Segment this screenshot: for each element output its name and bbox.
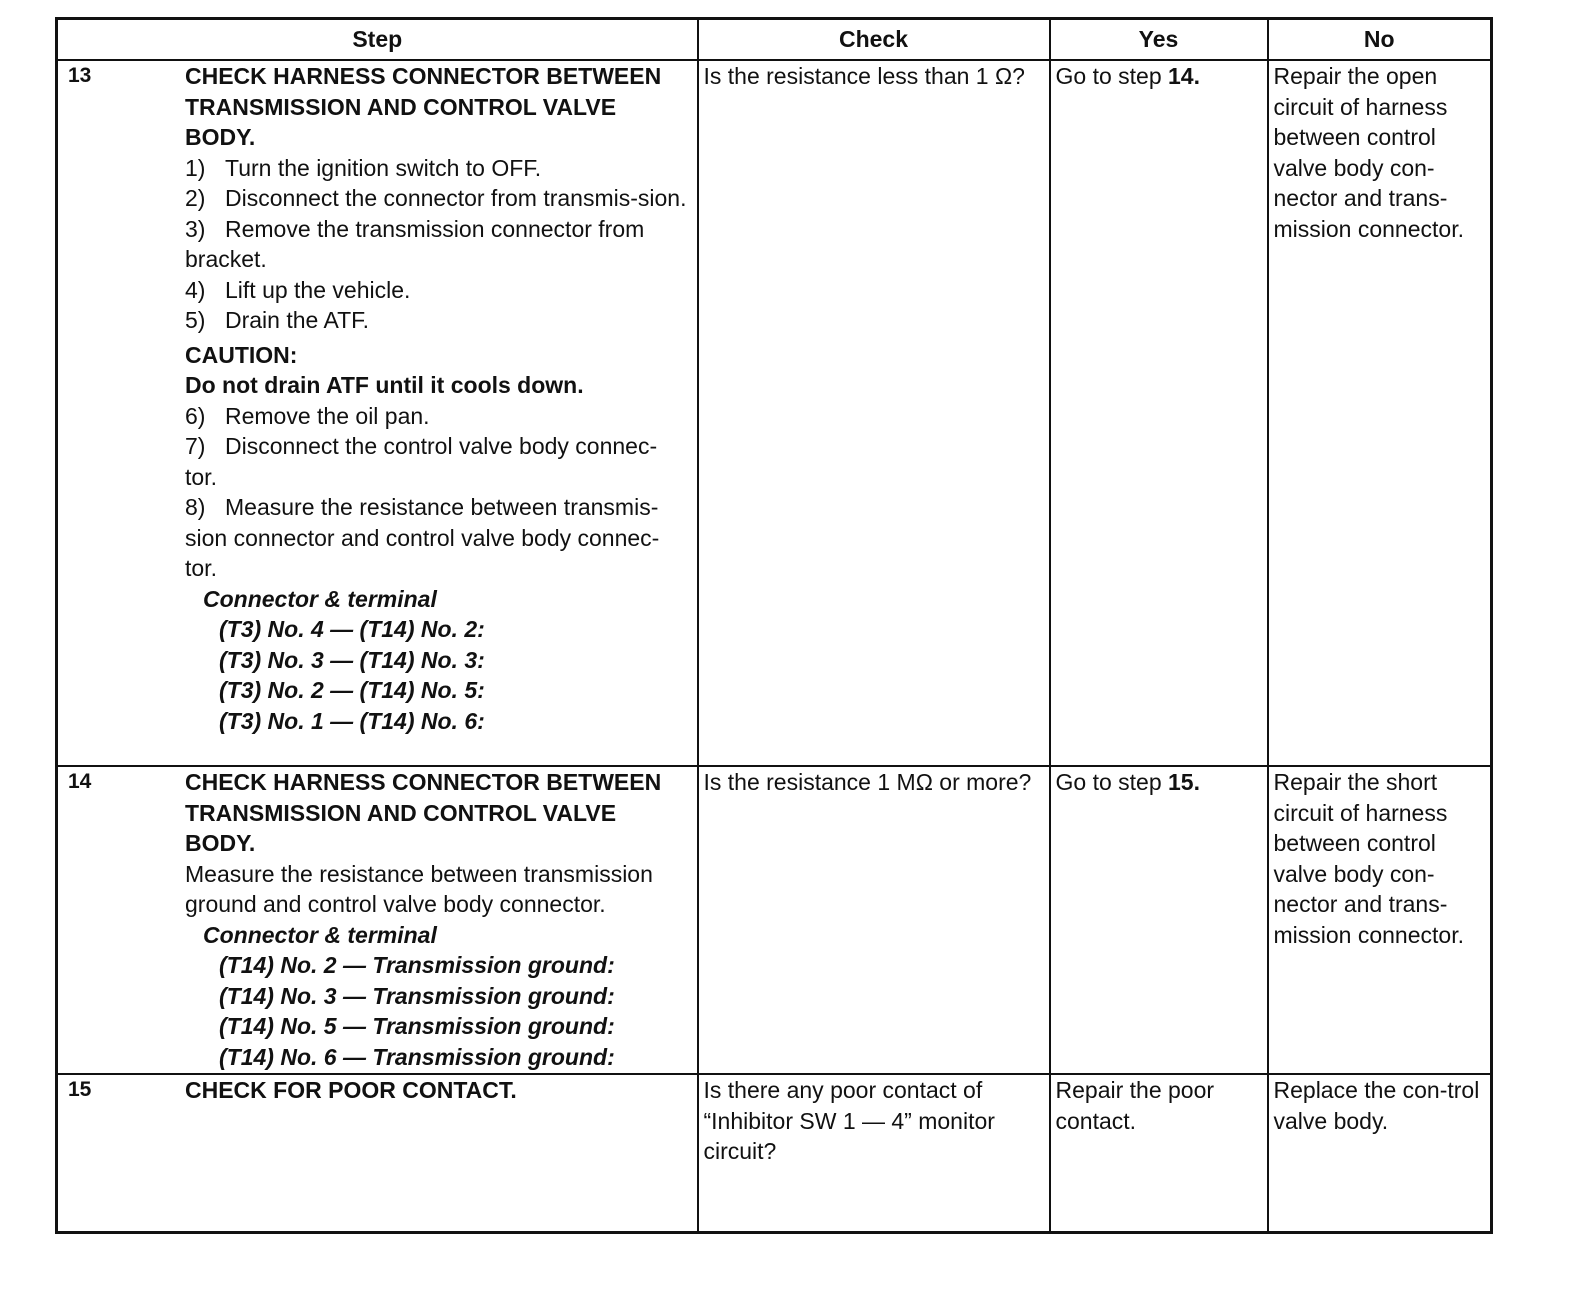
step-title: CHECK HARNESS CONNECTOR BETWEEN TRANSMISSION AND CONTROL VALVE BODY. xyxy=(185,769,662,856)
terminal-pair: (T14) No. 6 — Transmission ground: xyxy=(219,1043,615,1070)
header-no: No xyxy=(1268,19,1492,61)
no-cell: Repair the open circuit of harness between control valve body con-nector and trans-mission connector. xyxy=(1268,60,1492,766)
procedure-item: 7) Disconnect the control valve body connec-tor. xyxy=(185,433,658,490)
procedure-item: 8) Measure the resistance between transmis-sion connector and control valve body connec-tor. xyxy=(185,494,660,581)
yes-cell: Go to step 14. xyxy=(1050,60,1268,766)
step-description: Measure the resistance between transmission ground and control valve body connector. xyxy=(185,860,653,917)
header-step: Step xyxy=(57,19,698,61)
terminal-pair: (T3) No. 4 — (T14) No. 2: xyxy=(219,616,485,642)
terminal-pair: (T14) No. 5 — Transmission ground: xyxy=(219,1013,615,1039)
procedure-item: 2) Disconnect the connector from transmis-sion. xyxy=(185,185,687,211)
procedure-item: 6) Remove the oil pan. xyxy=(185,402,430,429)
header-yes: Yes xyxy=(1050,19,1268,61)
procedure-item: 1) Turn the ignition switch to OFF. xyxy=(185,154,542,181)
terminal-pair: (T14) No. 3 — Transmission ground: xyxy=(219,982,615,1009)
step-title: CHECK FOR POOR CONTACT. xyxy=(185,1077,517,1103)
terminal-pair: (T3) No. 1 — (T14) No. 6: xyxy=(219,707,485,734)
no-cell: Repair the short circuit of harness between control valve body con-nector and trans-mission connector. xyxy=(1268,766,1492,1074)
check-cell: Is the resistance less than 1 Ω? xyxy=(698,60,1050,766)
header-check: Check xyxy=(698,19,1050,61)
terminal-pair: (T3) No. 3 — (T14) No. 3: xyxy=(219,646,485,673)
procedure-item: 3) Remove the transmission connector from bracket. xyxy=(185,215,645,272)
no-cell: Replace the con-trol valve body. xyxy=(1268,1074,1492,1233)
connector-terminal-label: Connector & terminal xyxy=(203,585,437,612)
check-cell: Is the resistance 1 MΩ or more? xyxy=(698,766,1050,1074)
diagnostic-table xyxy=(55,17,1493,1234)
step-number: 13 xyxy=(68,64,92,87)
caution-label: CAUTION: xyxy=(185,341,298,368)
step-cell xyxy=(57,60,698,766)
caution-text: Do not drain ATF until it cools down. xyxy=(185,372,584,398)
step-number: 15 xyxy=(68,1078,92,1101)
header-row xyxy=(57,19,1492,61)
yes-cell: Go to step 15. xyxy=(1050,766,1268,1074)
step-cell xyxy=(57,766,698,1074)
procedure-item: 4) Lift up the vehicle. xyxy=(185,276,411,303)
table-row-step-14 xyxy=(57,766,1492,1074)
yes-cell: Repair the poor contact. xyxy=(1050,1074,1268,1233)
terminal-pair: (T14) No. 2 — Transmission ground: xyxy=(219,952,615,978)
terminal-pair: (T3) No. 2 — (T14) No. 5: xyxy=(219,677,485,703)
table-row-step-15 xyxy=(57,1074,1492,1233)
step-number: 14 xyxy=(68,770,92,793)
check-cell: Is there any poor contact of “Inhibitor SW 1 — 4” monitor circuit? xyxy=(698,1074,1050,1233)
step-cell xyxy=(57,1074,698,1233)
step-title: CHECK HARNESS CONNECTOR BETWEEN TRANSMISSION AND CONTROL VALVE BODY. xyxy=(185,63,662,150)
yes-step-ref: 14. xyxy=(1168,63,1200,89)
table-row-step-13 xyxy=(57,60,1492,766)
procedure-item: 5) Drain the ATF. xyxy=(185,307,370,333)
connector-terminal-label: Connector & terminal xyxy=(203,921,437,948)
yes-step-ref: 15. xyxy=(1168,769,1200,795)
